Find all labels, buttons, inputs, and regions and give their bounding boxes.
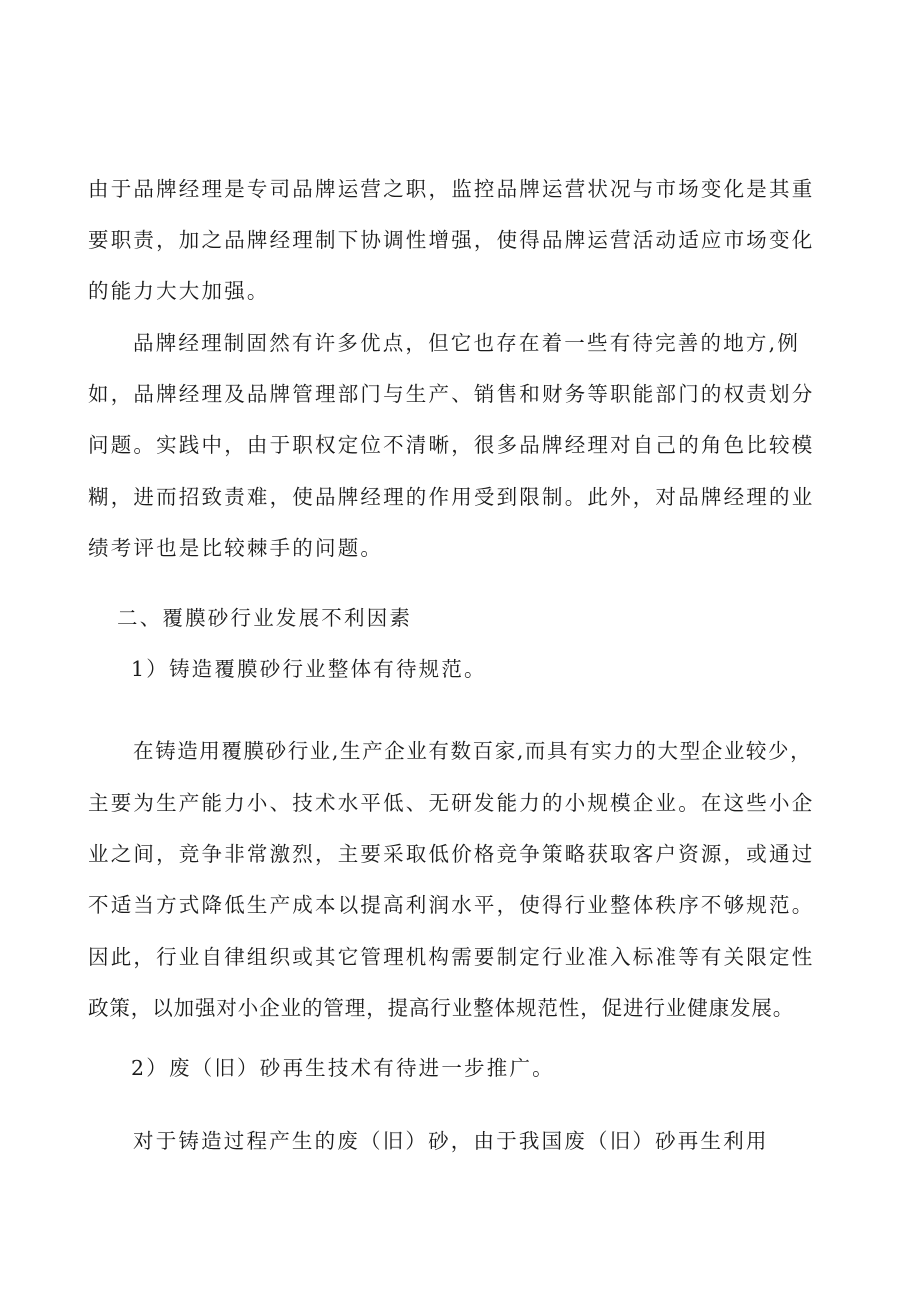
subheading-2: 2）废（旧）砂再生技术有待进一步推广。 [131, 1056, 555, 1080]
paragraph-2-line-4: 糊，进而招致责难，使品牌经理的作用受到限制。此外，对品牌经理的业 [88, 485, 815, 509]
paragraph-3-line-1: 在铸造用覆膜砂行业,生产企业有数百家,而具有实力的大型企业较少， [133, 739, 813, 763]
paragraph-3-line-2: 主要为生产能力小、技术水平低、无研发能力的小规模企业。在这些小企 [88, 791, 815, 815]
paragraph-3-line-4: 不适当方式降低生产成本以提高利润水平，使得行业整体秩序不够规范。 [88, 893, 815, 917]
paragraph-2-line-3: 问题。实践中，由于职权定位不清晰，很多品牌经理对自己的角色比较模 [88, 433, 815, 457]
paragraph-3-line-5: 因此，行业自律组织或其它管理机构需要制定行业准入标准等有关限定性 [88, 945, 815, 969]
paragraph-2-line-2: 如，品牌经理及品牌管理部门与生产、销售和财务等职能部门的权责划分 [88, 382, 815, 406]
paragraph-4-line-1: 对于铸造过程产生的废（旧）砂，由于我国废（旧）砂再生利用 [133, 1129, 769, 1153]
paragraph-2-line-1: 品牌经理制固然有许多优点，但它也存在着一些有待完善的地方,例 [133, 331, 801, 355]
section-heading: 二、覆膜砂行业发展不利因素 [117, 606, 413, 630]
paragraph-3-line-6: 政策，以加强对小企业的管理，提高行业整体规范性，促进行业健康发展。 [88, 996, 795, 1020]
subheading-1: 1）铸造覆膜砂行业整体有待规范。 [131, 657, 487, 681]
paragraph-1-line-2: 要职责，加之品牌经理制下协调性增强，使得品牌运营活动适应市场变化 [88, 228, 815, 252]
paragraph-2-line-5: 绩考评也是比较棘手的问题。 [88, 536, 384, 560]
paragraph-1-line-1: 由于品牌经理是专司品牌运营之职，监控品牌运营状况与市场变化是其重 [88, 177, 815, 201]
paragraph-1-line-3: 的能力大大加强。 [88, 279, 270, 303]
paragraph-3-line-3: 业之间，竞争非常激烈，主要采取低价格竞争策略获取客户资源，或通过 [88, 842, 815, 866]
